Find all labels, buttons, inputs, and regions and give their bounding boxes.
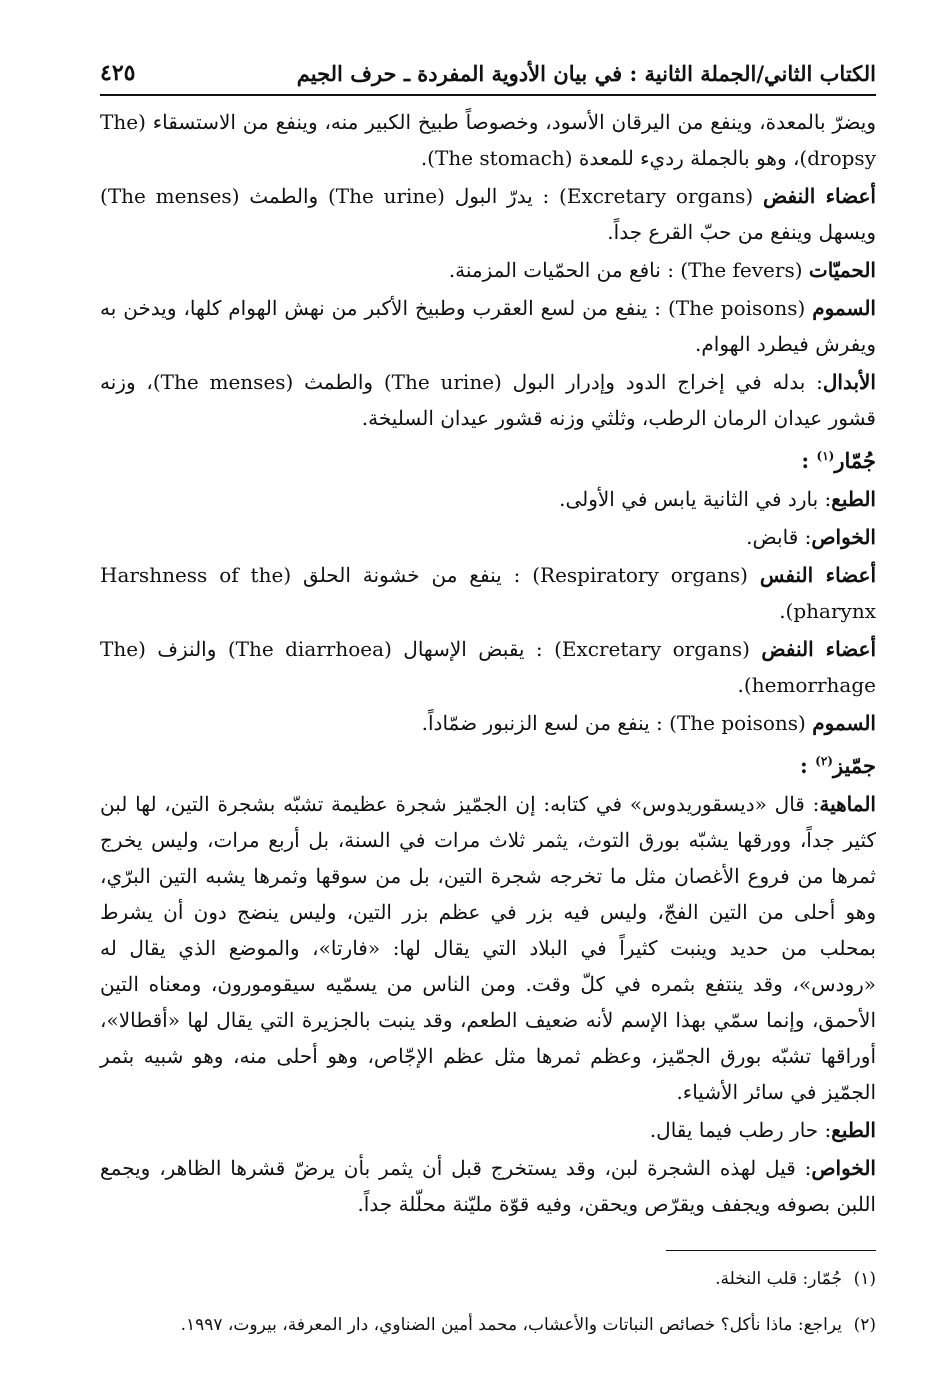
footnote: (٢)يراجع: ماذا نأكل؟ خصائص النباتات والأعشاب، محمد أمين الضناوي، دار المعرفة، بيروت، ١٩٩٧.: [180, 1315, 876, 1335]
term-label: أعضاء النفض: [762, 184, 876, 208]
term-label: الماهية: [819, 792, 876, 816]
paragraph: السموم (The poisons) : ينفع من لسع العقرب وطبيخ الأكبر من نهش الهوام كلها، ويدخن به ويفرش فيطرد الهوام.: [100, 296, 876, 356]
paragraph: الطبع: بارد في الثانية يابس في الأولى.: [559, 487, 876, 511]
term-label: الحميّات: [808, 258, 876, 282]
note-ref: (١): [816, 449, 835, 463]
paragraph: الخواص: قابض.: [746, 525, 876, 549]
paragraph: السموم (The poisons) : ينفع من لسع الزنبور ضمّاداً.: [421, 711, 876, 735]
term-label: السموم: [812, 711, 876, 735]
footnote: (١)جُمّار: قلب النخلة.: [715, 1269, 876, 1289]
header-rule: [100, 94, 876, 96]
paragraph: الحميّات (The fevers) : نافع من الحمّيات المزمنة.: [448, 258, 876, 282]
main-text: [100, 104, 876, 1222]
term-label: أعضاء النفض: [761, 637, 876, 661]
page-number: ٤٢٥: [100, 60, 136, 86]
term-label: الطبع: [831, 487, 876, 511]
term-label: أعضاء النفس: [759, 563, 877, 587]
footnote-rule: [666, 1250, 876, 1251]
paragraph: الطبع: حار رطب فيما يقال.: [649, 1118, 876, 1142]
paragraph: ويضرّ بالمعدة، وينفع من اليرقان الأسود، وخصوصاً طبيخ الكبير منه، وينفع من الاستسقاء (The dropsy)، وهو بالجملة رديء للمعدة (The stomach).: [100, 110, 876, 170]
term-label: السموم: [812, 296, 876, 320]
note-ref: (٢): [815, 754, 833, 768]
paragraph: الخواص: قيل لهذه الشجرة لبن، وقد يستخرج قبل أن يثمر بأن يرضّ قشرها الظاهر، ويجمع اللبن بصوفه ويجفف ويقرّص ويحقن، وفيه قوّة مليّنة محلّلة جداً.: [100, 1156, 876, 1216]
term-label: الخواص: [811, 525, 876, 549]
entry-heading: جُمّار$^{(١)}$ :: [801, 448, 876, 473]
term-label: الخواص: [811, 1156, 876, 1180]
page: [100, 36, 877, 1335]
paragraph: أعضاء النفض (Excretary organs) : يدرّ البول (The urine) والطمث (The menses) ويسهل وينفع من حبّ القرع جداً.: [100, 184, 876, 244]
entry-heading: جمّيز$^{(٢)}$ :: [800, 753, 876, 778]
paragraph: الأبدال: بدله في إخراج الدود وإدرار البول (The urine) والطمث (The menses)، وزنه قشور عيدان الرمان الرطب، وثلثي وزنه قشور عيدان السليخة.: [100, 370, 876, 430]
paragraph: الماهية: قال «ديسقوريدوس» في كتابه: إن الجمّيز شجرة عظيمة تشبّه بشجرة التين، لها لبن كثير جداً، وورقها يشبّه بورق التوث، يثمر ثلاث مرات في السنة، بل أربع مرات، وليس يخرج ثمرها من فروع الأغصان مثل ما تخرجه شجرة التين، بل من سوقها وثمرها يشبه التين البرّي، وهو أحلى من التين الفجّ، وليس فيه بزر في عظم بزر التين، وليس ينضج دون أن يشرط بمحلب من حديد وينبت كثيراً في البلاد التي يقال لها: «فارتا»، والموضع الذي يقال له «رودس»، وقد ينتفع بثمره في كلّ وقت. ومن الناس من يسمّيه سيقومورون، ومعناه التين الأحمق، وإنما سمّي بهذا الإسم لأنه ضعيف الطعم، وقد ينبت بالجزيرة التي يقال لها «أقطالا»، أوراقها تشبّه بورق الجمّيز، وعظم ثمرها مثل عظم الإجّاص، وهو أحلى منه، وهو شبيه بثمر الجمّيز في سائر الأشياء.: [100, 792, 876, 1104]
header-title: الكتاب الثاني/الجملة الثانية : في بيان الأدوية المفردة ـ حرف الجيم: [296, 61, 876, 86]
term-label: الطبع: [831, 1118, 876, 1142]
paragraph: أعضاء النفض (Excretary organs) : يقبض الإسهال (The diarrhoea) والنزف (The hemorrhage).: [100, 637, 876, 697]
term-label: الأبدال: [822, 370, 876, 394]
paragraph: أعضاء النفس (Respiratory organs) : ينفع من خشونة الحلق (Harshness of the pharynx).: [100, 563, 877, 623]
running-header: [100, 36, 876, 86]
footnotes: [100, 1256, 876, 1348]
